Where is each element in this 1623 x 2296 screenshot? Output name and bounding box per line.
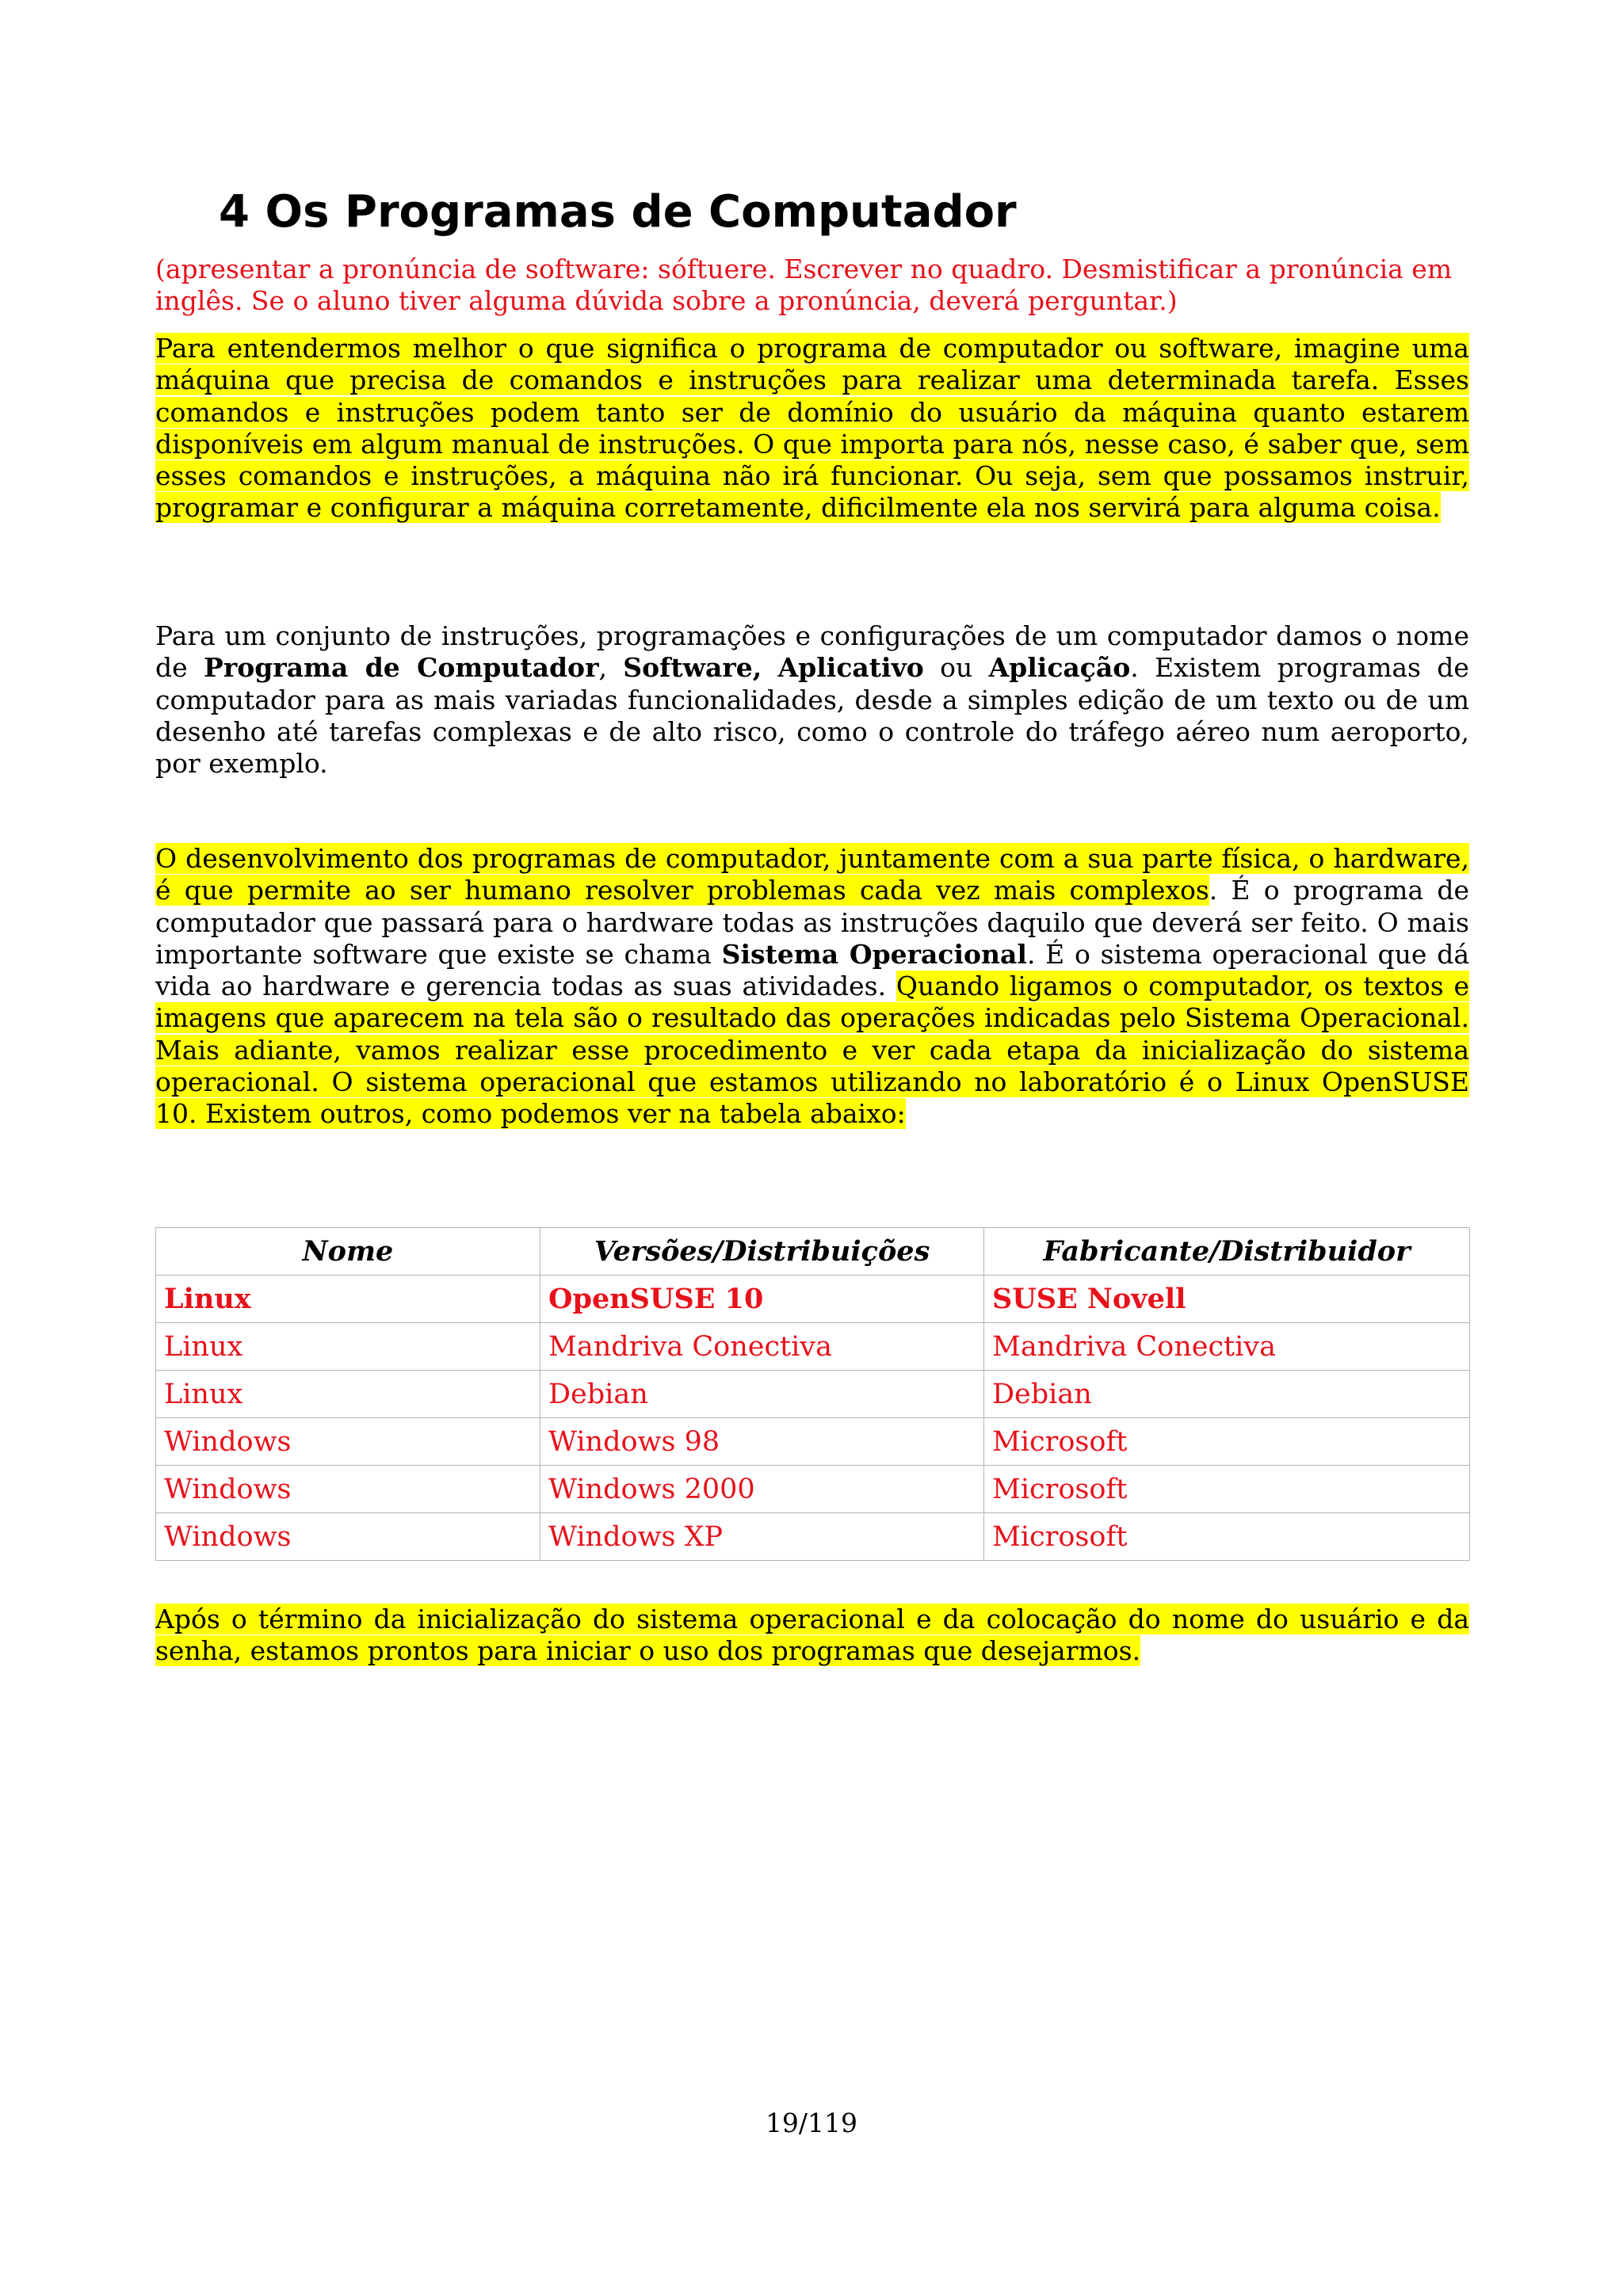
table-cell: Microsoft [984, 1513, 1470, 1561]
table-cell: Linux [156, 1323, 540, 1371]
table-cell: Windows [156, 1466, 540, 1513]
table-row [156, 1466, 1470, 1513]
highlighted-text: O desenvolvimento dos programas de computador, juntamente com a sua parte física, o hardware, é que permite ao ser humano resolver problemas cada vez mais complexos [155, 843, 1469, 906]
term-aplicacao: Aplicação [988, 652, 1131, 684]
page-number: 19/119 [765, 2107, 858, 2138]
table-cell: Windows XP [540, 1513, 984, 1561]
table-row [156, 1371, 1470, 1418]
table-cell: Mandriva Conectiva [984, 1323, 1470, 1371]
page-title: 4 Os Programas de Computador [219, 186, 1017, 238]
paragraph-definition [155, 620, 1469, 780]
text-segment: . É o programa de computador que passará para o hardware todas as instruções daquilo que deverá ser feito. O mais importante software que existe se chama [155, 875, 1470, 970]
table-row [156, 1418, 1470, 1466]
column-header: Versões/Distribuições [540, 1228, 984, 1276]
text-segment: . É o sistema operacional que dá vida ao hardware e gerencia todas as suas atividades. [155, 938, 1469, 1002]
highlighted-text: Quando ligamos o computador, os textos e imagens que aparecem na tela são o resultado das operações indicadas pelo Sistema Operacional. Mais adiante, vamos realizar esse procedimento e ver cada etapa da inicialização do sistema operacional. O sistema operacional que estamos utilizando no laboratório é o Linux OpenSUSE 10. Existem outros, como podemos ver na tabela abaixo: [155, 971, 1469, 1130]
text-segment: ou [923, 652, 989, 684]
table-cell: Windows [156, 1513, 540, 1561]
text-segment: , [598, 652, 624, 684]
column-header: Nome [156, 1228, 540, 1276]
table-cell: Debian [984, 1371, 1470, 1418]
column-header: Fabricante/Distribuidor [984, 1228, 1470, 1276]
highlighted-text: Após o término da inicialização do sistema operacional e da colocação do nome do usuário e da senha, estamos prontos para iniciar o uso dos programas que desejarmos. [155, 1604, 1469, 1667]
os-table [155, 1227, 1470, 1561]
table-cell: Windows 2000 [540, 1466, 984, 1513]
table-row [156, 1276, 1470, 1323]
paragraph-intro [155, 333, 1469, 524]
table-cell: Linux [156, 1371, 540, 1418]
table-cell: Debian [540, 1371, 984, 1418]
term-software: Software, [623, 652, 762, 684]
text-segment [762, 652, 777, 683]
table-row [156, 1513, 1470, 1561]
term-sistema-operacional: Sistema Operacional [721, 938, 1027, 970]
table-cell: Windows [156, 1418, 540, 1466]
highlighted-text: Para entendermos melhor o que significa o programa de computador ou software, imagine uma máquina que precisa de comandos e instruções para realizar uma determinada tarefa. Esses comandos e instruções podem tanto ser de domínio do usuário da máquina quanto estarem disponíveis em algum manual de instruções. O que importa para nós, nesse caso, é saber que, sem esses comandos e instruções, a máquina não irá funcionar. Ou seja, sem que possamos instruir, programar e configurar a máquina corretamente, dificilmente ela nos servirá para alguma coisa. [155, 333, 1469, 524]
table-row [156, 1323, 1470, 1371]
table-cell: Linux [156, 1276, 540, 1323]
term-aplicativo: Aplicativo [777, 652, 924, 684]
table-cell: Microsoft [984, 1418, 1470, 1466]
pronunciation-note: (apresentar a pronúncia de software: sóftuere. Escrever no quadro. Desmistificar a pronúncia em inglês. Se o aluno tiver alguma dúvida sobre a pronúncia, deverá perguntar.) [155, 254, 1453, 317]
table-cell: SUSE Novell [984, 1276, 1470, 1323]
table-cell: Microsoft [984, 1466, 1470, 1513]
table-cell: Windows 98 [540, 1418, 984, 1466]
text-segment: . Existem programas de computador para as mais variadas funcionalidades, desde a simples edição de um texto ou de um desenho até tarefas complexas e de alto risco, como o controle do tráfego aéreo num aeroporto, por exemplo. [155, 652, 1469, 780]
text-segment: Para um conjunto de instruções, programações e configurações de um computador damos o nome de [155, 620, 1469, 684]
table-header-row [156, 1228, 1470, 1276]
term-programa-de-computador: Programa de Computador [204, 652, 599, 684]
paragraph-operating-system [155, 843, 1469, 1131]
table-cell: Mandriva Conectiva [540, 1323, 984, 1371]
paragraph-conclusion [155, 1604, 1469, 1668]
table-cell: OpenSUSE 10 [540, 1276, 984, 1323]
